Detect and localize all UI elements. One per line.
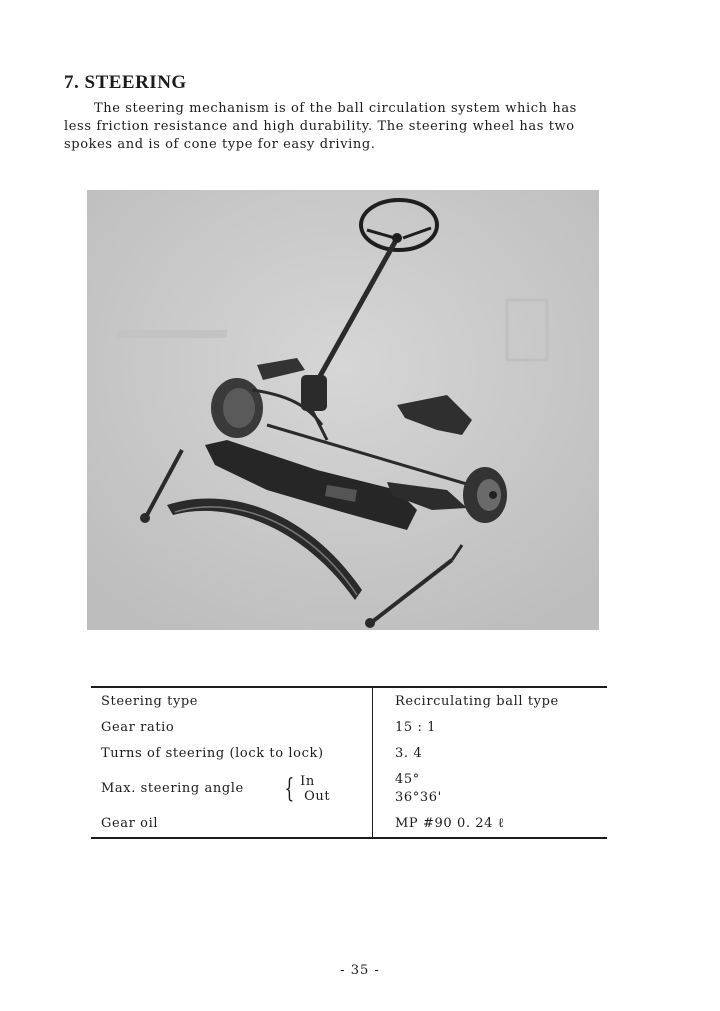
spec-sub-label-out: Out xyxy=(304,789,331,804)
table-row xyxy=(91,811,607,837)
spec-value-in: 45° xyxy=(395,772,420,787)
spec-label: Max. steering angle xyxy=(101,781,244,796)
table-row xyxy=(91,741,607,767)
in-out-labels xyxy=(300,774,330,804)
spec-value: 3. 4 xyxy=(395,746,423,761)
spec-label: Gear ratio xyxy=(91,715,373,741)
table-row xyxy=(91,688,607,715)
spec-sub-label-in: In xyxy=(300,774,315,789)
table-row xyxy=(91,767,607,811)
spec-value: 15 : 1 xyxy=(395,720,437,735)
table-row xyxy=(91,715,607,741)
spec-label: Steering type xyxy=(91,688,373,715)
steering-assembly-illustration xyxy=(87,190,599,630)
spec-label-group xyxy=(91,767,373,811)
spec-value: Recirculating ball type xyxy=(395,694,559,709)
spec-value-group xyxy=(373,767,607,811)
brace-glyph: { xyxy=(284,774,295,804)
spec-value-out: 36°36' xyxy=(395,790,442,805)
paragraph-line: less friction resistance and high durability. The steering wheel has two xyxy=(64,119,575,134)
steering-spec-table xyxy=(91,686,607,839)
steering-assembly-photo xyxy=(87,190,599,630)
paragraph-line: spokes and is of cone type for easy driving. xyxy=(64,137,376,152)
spec-label: Turns of steering (lock to lock) xyxy=(91,741,373,767)
spec-value: MP #90 0. 24 ℓ xyxy=(395,816,505,831)
section-title: 7. STEERING xyxy=(64,72,187,93)
intro-paragraph xyxy=(64,100,644,154)
page-number: - 35 - xyxy=(340,963,380,978)
paragraph-line: The steering mechanism is of the ball circulation system which has xyxy=(94,101,577,116)
spec-label: Gear oil xyxy=(91,811,373,837)
